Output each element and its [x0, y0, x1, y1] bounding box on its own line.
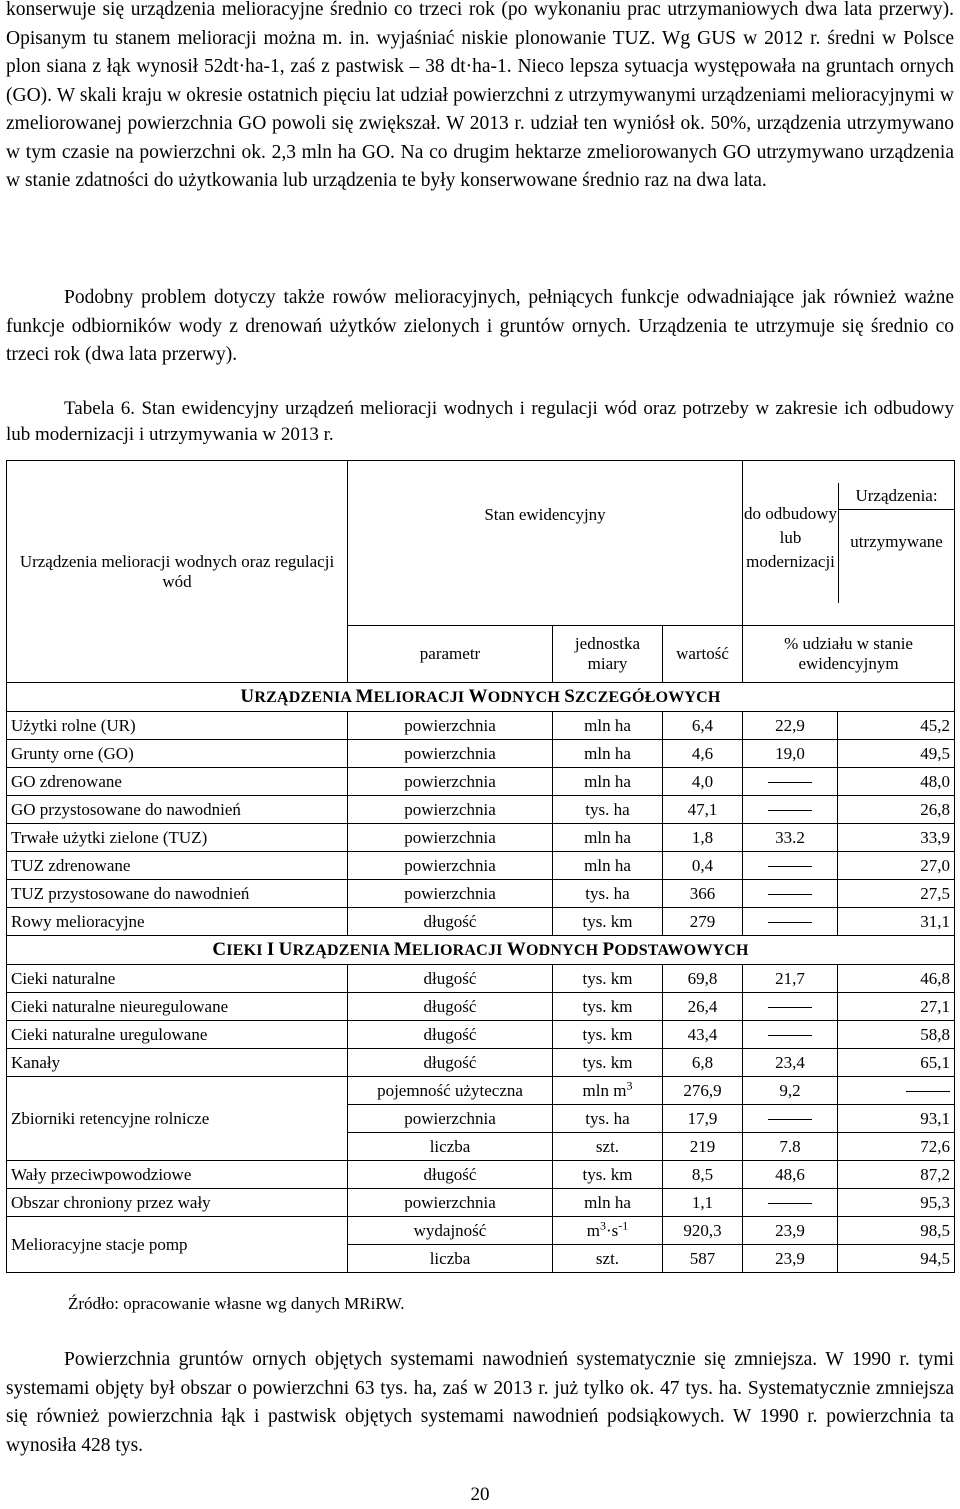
row-utrzymywane: 87,2	[838, 1161, 955, 1189]
row-unit: mln ha	[553, 712, 663, 740]
header-odbudowa: do odbudowy lub modernizacji	[744, 504, 838, 571]
row-value: 4,0	[663, 768, 743, 796]
row-utrzymywane: 95,3	[838, 1189, 955, 1217]
row-value: 43,4	[663, 1021, 743, 1049]
paragraph-3: Powierzchnia gruntów ornych objętych systemami nawodnień systematycznie się zmniejsza. W 1990 r. tymi systemami objęty był obszar o powierzchni 63 tys. ha, zaś w 2013 r. już tylko ok. 47 tys. ha. Systematycznie zmniejsza się również powierzchnia łąk i pastwisk objętych systemami nawodnień podsiąkowych. W 1990 r. powierzchnia ta wynosiła 428 tys.	[6, 1349, 954, 1456]
row-unit: tys. ha	[553, 880, 663, 908]
row-value: 276,9	[663, 1077, 743, 1105]
table-caption: Tabela 6. Stan ewidencyjny urządzeń melioracji wodnych i regulacji wód oraz potrzeby w zakresie ich odbudowy lub modernizacji i utrzymywania w 2013 r.	[6, 398, 954, 445]
table-row	[7, 908, 955, 936]
row-param: długość	[348, 965, 553, 993]
row-label: Melioracyjne stacje pomp	[7, 1217, 348, 1273]
row-odbudowa	[743, 993, 838, 1021]
row-odbudowa: 33.2	[743, 824, 838, 852]
row-unit: tys. km	[553, 1021, 663, 1049]
row-value: 279	[663, 908, 743, 936]
section-1	[7, 683, 955, 712]
row-unit: tys. km	[553, 1161, 663, 1189]
row-param: pojemność użyteczna	[348, 1077, 553, 1105]
row-param: długość	[348, 1021, 553, 1049]
row-label: Cieki naturalne uregulowane	[7, 1021, 348, 1049]
table-row	[7, 740, 955, 768]
row-utrzymywane: 27,1	[838, 993, 955, 1021]
row-param: powierzchnia	[348, 880, 553, 908]
dash-mark	[768, 866, 812, 867]
row-unit: mln ha	[553, 824, 663, 852]
source-note: Źródło: opracowanie własne wg danych MRiRW.	[68, 1294, 405, 1313]
row-unit: mln ha	[553, 1189, 663, 1217]
row-odbudowa: 23,9	[743, 1245, 838, 1273]
row-utrzymywane: 33,9	[838, 824, 955, 852]
row-utrzymywane: 31,1	[838, 908, 955, 936]
row-value: 47,1	[663, 796, 743, 824]
table-row	[7, 824, 955, 852]
table-row	[7, 1049, 955, 1077]
row-label: Użytki rolne (UR)	[7, 712, 348, 740]
row-param: długość	[348, 1049, 553, 1077]
row-param: długość	[348, 993, 553, 1021]
row-unit: szt.	[553, 1133, 663, 1161]
row-unit: tys. km	[553, 908, 663, 936]
dash-mark	[768, 922, 812, 923]
row-unit: mln ha	[553, 740, 663, 768]
row-param: powierzchnia	[348, 740, 553, 768]
row-param: powierzchnia	[348, 852, 553, 880]
row-utrzymywane: 26,8	[838, 796, 955, 824]
row-utrzymywane: 58,8	[838, 1021, 955, 1049]
row-value: 17,9	[663, 1105, 743, 1133]
zbiorniki-row	[7, 1077, 955, 1105]
row-label: GO przystosowane do nawodnień	[7, 796, 348, 824]
row-label: Obszar chroniony przez wały	[7, 1189, 348, 1217]
row-utrzymywane: 48,0	[838, 768, 955, 796]
row-value: 1,1	[663, 1189, 743, 1217]
section-1-title: URZĄDZENIA MELIORACJI WODNYCH SZCZEGÓŁOWYCH	[7, 683, 955, 712]
dash-mark	[906, 1091, 950, 1092]
row-param: powierzchnia	[348, 796, 553, 824]
row-utrzymywane: 98,5	[838, 1217, 955, 1245]
dash-mark	[768, 782, 812, 783]
table-row	[7, 1161, 955, 1189]
row-label: Cieki naturalne nieuregulowane	[7, 993, 348, 1021]
row-unit: tys. km	[553, 993, 663, 1021]
table-row	[7, 712, 955, 740]
table-row	[7, 1021, 955, 1049]
row-value: 8,5	[663, 1161, 743, 1189]
dash-mark	[768, 1119, 812, 1120]
row-unit: tys. km	[553, 965, 663, 993]
section-2	[7, 936, 955, 965]
row-odbudowa	[743, 1021, 838, 1049]
header-devices: Urządzenia melioracji wodnych oraz regulacji wód	[7, 461, 348, 683]
row-odbudowa	[743, 768, 838, 796]
row-utrzymywane: 93,1	[838, 1105, 955, 1133]
row-utrzymywane: 27,0	[838, 852, 955, 880]
row-odbudowa: 7.8	[743, 1133, 838, 1161]
row-odbudowa	[743, 908, 838, 936]
dash-mark	[768, 1007, 812, 1008]
row-unit: szt.	[553, 1245, 663, 1273]
row-value: 6,8	[663, 1049, 743, 1077]
row-unit: tys. ha	[553, 796, 663, 824]
row-label: Cieki naturalne	[7, 965, 348, 993]
row-unit: mln ha	[553, 852, 663, 880]
row-utrzymywane: 46,8	[838, 965, 955, 993]
row-value: 920,3	[663, 1217, 743, 1245]
row-value: 219	[663, 1133, 743, 1161]
row-label: Kanały	[7, 1049, 348, 1077]
dash-mark	[768, 1203, 812, 1204]
row-param: powierzchnia	[348, 712, 553, 740]
row-label: GO zdrenowane	[7, 768, 348, 796]
row-value: 1,8	[663, 824, 743, 852]
row-value: 69,8	[663, 965, 743, 993]
row-value: 26,4	[663, 993, 743, 1021]
row-param: powierzchnia	[348, 1189, 553, 1217]
header-stan: Stan ewidencyjny	[348, 461, 743, 626]
row-label: Grunty orne (GO)	[7, 740, 348, 768]
row-param: liczba	[348, 1245, 553, 1273]
row-utrzymywane	[838, 1077, 955, 1105]
row-label: Wały przeciwpowodziowe	[7, 1161, 348, 1189]
dash-mark	[768, 810, 812, 811]
melioration-table	[6, 460, 955, 1273]
header-urzadzenia-group	[743, 461, 955, 626]
row-label: TUZ przystosowane do nawodnień	[7, 880, 348, 908]
row-unit: $m^3\cdot s^{-1}$	[553, 1217, 663, 1245]
stacje-row	[7, 1217, 955, 1245]
row-odbudowa	[743, 1189, 838, 1217]
table-row	[7, 993, 955, 1021]
row-odbudowa	[743, 1105, 838, 1133]
header-urzadzenia: Urządzenia:	[838, 483, 954, 510]
row-utrzymywane: 72,6	[838, 1133, 955, 1161]
table-row	[7, 796, 955, 824]
row-value: 587	[663, 1245, 743, 1273]
table-row	[7, 768, 955, 796]
row-unit: mln ha	[553, 768, 663, 796]
row-utrzymywane: 65,1	[838, 1049, 955, 1077]
header-parametr: parametr	[348, 626, 553, 683]
row-odbudowa: 23,9	[743, 1217, 838, 1245]
row-label: TUZ zdrenowane	[7, 852, 348, 880]
row-label: Zbiorniki retencyjne rolnicze	[7, 1077, 348, 1161]
row-odbudowa: 19,0	[743, 740, 838, 768]
page-number: 20	[470, 1484, 490, 1505]
header-row	[7, 461, 955, 626]
paragraph-2: Podobny problem dotyczy także rowów melioracyjnych, pełniących funkcje odwadniające jak również ważne funkcje odbiorników wody z drenowań użytków zielonych i gruntów ornych. Urządzenia te utrzymuje się średnio co trzeci rok (dwa lata przerwy).	[6, 287, 954, 365]
table-row	[7, 1189, 955, 1217]
dash-mark	[768, 1035, 812, 1036]
row-odbudowa	[743, 880, 838, 908]
row-unit: tys. km	[553, 1049, 663, 1077]
row-odbudowa: 9,2	[743, 1077, 838, 1105]
header-utrzymywane: utrzymywane	[838, 510, 954, 603]
row-param: powierzchnia	[348, 824, 553, 852]
row-param: długość	[348, 908, 553, 936]
table-row	[7, 880, 955, 908]
section-2-title: CIEKI I URZĄDZENIA MELIORACJI WODNYCH PODSTAWOWYCH	[7, 936, 955, 965]
table-row	[7, 965, 955, 993]
row-value: 4,6	[663, 740, 743, 768]
header-udzial: % udziału w stanie ewidencyjnym	[743, 626, 955, 683]
row-unit: tys. ha	[553, 1105, 663, 1133]
row-value: 0,4	[663, 852, 743, 880]
header-wartosc: wartość	[663, 626, 743, 683]
row-utrzymywane: 49,5	[838, 740, 955, 768]
row-param: powierzchnia	[348, 768, 553, 796]
dash-mark	[768, 894, 812, 895]
row-value: 6,4	[663, 712, 743, 740]
header-jednostka: jednostka miary	[553, 626, 663, 683]
row-utrzymywane: 94,5	[838, 1245, 955, 1273]
row-odbudowa: 23,4	[743, 1049, 838, 1077]
paragraph-1: konserwuje się urządzenia melioracyjne średnio co trzeci rok (po wykonaniu prac utrzymaniowych dwa lata przerwy). Opisanym tu stanem melioracji można m. in. wyjaśniać niskie plonowanie TUZ. Wg GUS w 2012 r. średni w Polsce plon siana z łąk wynosił 52dt·ha-1, zaś z pastwisk – 38 dt·ha-1. Nieco lepsza sytuacja występowała na gruntach ornych (GO). W skali kraju w okresie ostatnich pięciu lat udział powierzchni z utrzymywanymi urządzeniami melioracyjnymi w zmeliorowanej powierzchnia GO powoli się zwiększał. W 2013 r. udział ten wyniósł ok. 50%, urządzenia utrzymywano w tym czasie na powierzchni ok. 2,3 mln ha GO. Na co drugim hektarze zmeliorowanych GO utrzymywano urządzenia w stanie zdatności do użytkowania lub urządzenia te były konserwowane średnio raz na dwa lata.	[6, 0, 954, 191]
row-param: wydajność	[348, 1217, 553, 1245]
row-odbudowa	[743, 852, 838, 880]
row-label: Trwałe użytki zielone (TUZ)	[7, 824, 348, 852]
row-label: Rowy melioracyjne	[7, 908, 348, 936]
row-param: liczba	[348, 1133, 553, 1161]
table-row	[7, 852, 955, 880]
row-value: 366	[663, 880, 743, 908]
row-odbudowa: 21,7	[743, 965, 838, 993]
row-odbudowa	[743, 796, 838, 824]
row-unit: mln $m^3$	[553, 1077, 663, 1105]
row-odbudowa: 48,6	[743, 1161, 838, 1189]
row-odbudowa: 22,9	[743, 712, 838, 740]
row-param: powierzchnia	[348, 1105, 553, 1133]
row-utrzymywane: 27,5	[838, 880, 955, 908]
row-utrzymywane: 45,2	[838, 712, 955, 740]
row-param: długość	[348, 1161, 553, 1189]
